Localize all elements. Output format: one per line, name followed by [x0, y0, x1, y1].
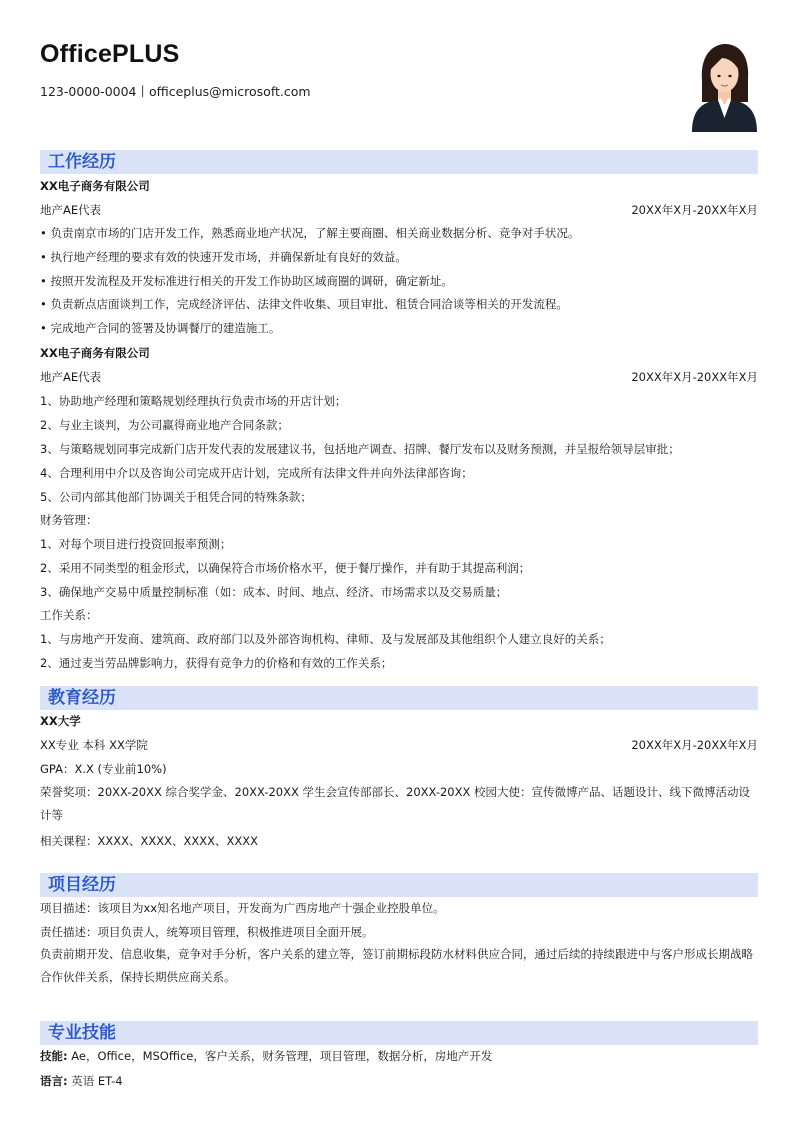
job2-item: 4、合理利用中介以及咨询公司完成开店计划，完成所有法律文件并向外法律部咨询； — [40, 466, 473, 480]
job2-subheading: 财务管理： — [40, 513, 98, 527]
job1-item: • 负责新点店面谈判工作，完成经济评估、法律文件收集、项目审批、租赁合同洽谈等相关的开发流程。 — [40, 297, 568, 311]
job2-item: 5、公司内部其他部门协调关于租凭合同的特殊条款； — [40, 490, 312, 504]
project-description: 项目描述：该项目为xx知名地产项目，开发商为广西房地产十强企业控股单位。 — [40, 901, 445, 915]
job2-item: 3、与策略规划同事完成新门店开发代表的发展建议书，包括地产调查、招牌、餐厅发布以及财务预测，并呈报给领导层审批； — [40, 442, 680, 456]
job1-item: • 执行地产经理的要求有效的快速开发市场，并确保新址有良好的效益。 — [40, 250, 407, 264]
section-work-title: 工作经历 — [48, 152, 116, 172]
language-label: 语言: — [40, 1074, 68, 1088]
skills-label: 技能: — [40, 1049, 68, 1063]
section-education — [40, 686, 758, 710]
section-education-title: 教育经历 — [48, 688, 116, 708]
job1-company: XX电子商务有限公司 — [40, 179, 150, 193]
job1-item: • 完成地产合同的签署及协调餐厅的建造施工。 — [40, 321, 281, 335]
job2-item: 2、与业主谈判，为公司赢得商业地产合同条款； — [40, 418, 289, 432]
job2-role: 地产AE代表 — [40, 370, 102, 384]
section-skills-title: 专业技能 — [48, 1023, 116, 1043]
education-row — [40, 737, 758, 753]
education-courses: 相关课程：XXXX、XXXX、XXXX、XXXX — [40, 834, 259, 848]
language-line — [40, 1073, 758, 1089]
project-duty: 责任描述：项目负责人，统筹项目管理，积极推进项目全面开展。 — [40, 925, 374, 939]
job1-role-row — [40, 202, 758, 218]
job2-item: 1、协助地产经理和策略规划经理执行负责市场的开店计划； — [40, 394, 347, 408]
candidate-name: OfficePLUS — [40, 40, 180, 68]
section-project-title: 项目经历 — [48, 875, 116, 895]
language-value: 英语 ET-4 — [67, 1074, 123, 1088]
section-skills — [40, 1021, 758, 1045]
job2-item: 3、确保地产交易中质量控制标准（如：成本、时间、地点、经济、市场需求以及交易质量； — [40, 585, 508, 599]
job2-item: 2、通过麦当劳品牌影响力，获得有竞争力的价格和有效的工作关系； — [40, 656, 393, 670]
job1-item: • 负责南京市场的门店开发工作，熟悉商业地产状况，了解主要商圈、相关商业数据分析、竞争对手状况。 — [40, 226, 580, 240]
contact-info: 123-0000-0004丨officeplus@microsoft.com — [40, 84, 311, 99]
job2-item: 1、对每个项目进行投资回报率预测； — [40, 537, 232, 551]
section-work — [40, 150, 758, 174]
education-honors: 荣誉奖项：20XX-20XX 综合奖学金、20XX-20XX 学生会宣传部部长、20XX-20XX 校园大使：宣传微博产品、话题设计、线下微博活动设计等 — [40, 785, 751, 822]
job2-item: 2、采用不同类型的租金形式，以确保符合市场价格水平，便于餐厅操作，并有助于其提高利润； — [40, 561, 531, 575]
avatar-icon — [688, 40, 760, 132]
job2-subheading: 工作关系： — [40, 608, 98, 622]
section-project — [40, 873, 758, 897]
job2-item: 1、与房地产开发商、建筑商、政府部门以及外部咨询机构、律师、及与发展部及其他组织个人建立良好的关系； — [40, 632, 611, 646]
education-major: XX专业 本科 XX学院 — [40, 738, 148, 752]
project-detail: 负责前期开发、信息收集，竞争对手分析，客户关系的建立等，签订前期标段防水材料供应合同，通过后续的持续跟进中与客户形成长期战略合作伙伴关系，保持长期供应商关系。 — [40, 947, 753, 984]
education-period: 20XX年X月-20XX年X月 — [631, 738, 758, 752]
job1-item: • 按照开发流程及开发标准进行相关的开发工作协助区域商圈的调研，确定新址。 — [40, 274, 453, 288]
skills-value: Ae，Office，MSOffice，客户关系，财务管理，项目管理，数据分析，房地产开发 — [67, 1049, 493, 1063]
job2-company: XX电子商务有限公司 — [40, 346, 150, 360]
job2-period: 20XX年X月-20XX年X月 — [631, 370, 758, 384]
education-gpa: GPA：X.X (专业前10%) — [40, 762, 167, 776]
job1-period: 20XX年X月-20XX年X月 — [631, 203, 758, 217]
job2-role-row — [40, 369, 758, 385]
school-name: XX大学 — [40, 714, 81, 728]
skills-line — [40, 1048, 758, 1064]
job1-role: 地产AE代表 — [40, 203, 102, 217]
